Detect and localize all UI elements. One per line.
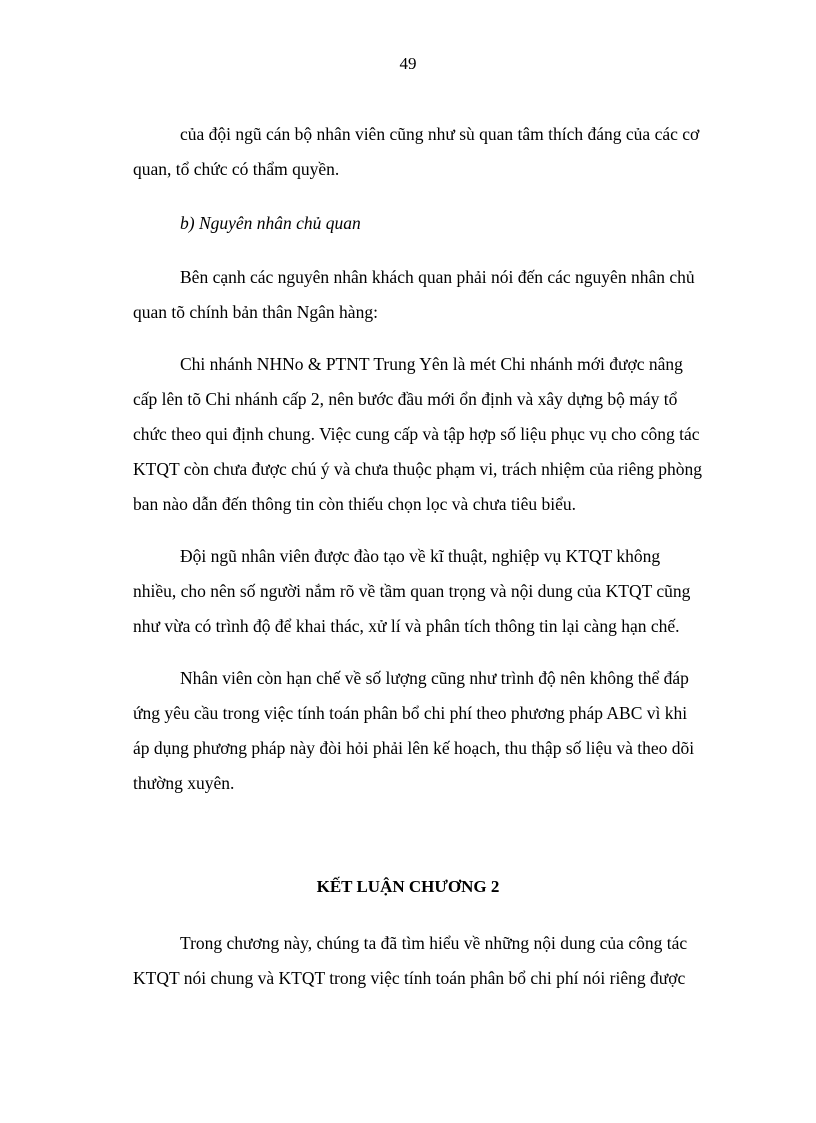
paragraph-line: Chi nhánh NHNo & PTNT Trung Yên là mét Chi nhánh mới được nâng (180, 354, 683, 374)
paragraph-line: nhiều, cho nên số người nắm rõ về tầm quan trọng và nội dung của KTQT cũng (133, 581, 691, 601)
paragraph-line: chức theo qui định chung. Việc cung cấp và tập hợp số liệu phục vụ cho công tác (133, 424, 700, 444)
paragraph-line: Bên cạnh các nguyên nhân khách quan phải nói đến các nguyên nhân chủ (180, 267, 695, 287)
paragraph-line: Nhân viên còn hạn chế về số lượng cũng như trình độ nên không thể đáp (180, 668, 689, 688)
chapter-conclusion-heading: KẾT LUẬN CHƯƠNG 2 (316, 877, 500, 896)
paragraph-line: của đội ngũ cán bộ nhân viên cũng như sù quan tâm thích đáng của các cơ (180, 124, 700, 144)
paragraph-line: như vừa có trình độ để khai thác, xử lí và phân tích thông tin lại càng hạn chế. (133, 616, 680, 636)
paragraph-line: KTQT còn chưa được chú ý và chưa thuộc phạm vi, trách nhiệm của riêng phòng (133, 459, 703, 479)
paragraph-line: Trong chương này, chúng ta đã tìm hiểu về những nội dung của công tác (180, 933, 688, 953)
paragraph-line: ứng yêu cầu trong việc tính toán phân bổ chi phí theo phương pháp ABC vì khi (133, 703, 688, 723)
paragraph-line: thường xuyên. (133, 773, 235, 793)
paragraph-line: cấp lên tõ Chi nhánh cấp 2, nên bước đầu mới ổn định và xây dựng bộ máy tổ (133, 389, 678, 409)
paragraph-line: quan, tổ chức có thẩm quyền. (133, 159, 340, 179)
page-number: 49 (399, 54, 417, 73)
paragraph-line: Đội ngũ nhân viên được đào tạo về kĩ thuật, nghiệp vụ KTQT không (180, 546, 661, 566)
paragraph-line: quan tõ chính bản thân Ngân hàng: (133, 302, 378, 322)
paragraph-line: KTQT nói chung và KTQT trong việc tính toán phân bổ chi phí nói riêng được (133, 968, 686, 988)
paragraph-line: áp dụng phương pháp này đòi hỏi phải lên kế hoạch, thu thập số liệu và theo dõi (133, 738, 695, 758)
subheading: b) Nguyên nhân chủ quan (180, 213, 361, 233)
paragraph-line: ban nào dẫn đến thông tin còn thiếu chọn lọc và chưa tiêu biểu. (133, 494, 576, 514)
